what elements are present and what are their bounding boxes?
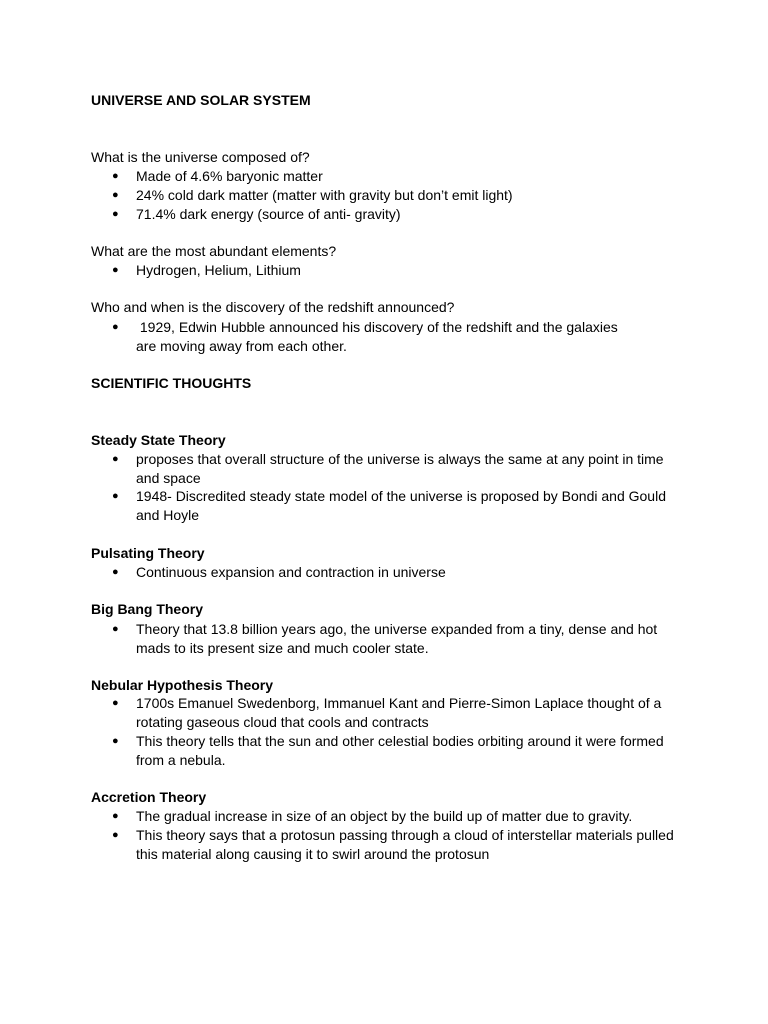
list-item: Hydrogen, Helium, Lithium [136,262,301,278]
list-item: This theory tells that the sun and other celestial bodies orbiting around it were formed from a nebula. [136,733,664,768]
bullet-icon: ● [112,735,119,747]
heading-accretion-theory: Accretion Theory [91,789,207,805]
list-item: proposes that overall structure of the universe is always the same at any point in time and space [136,451,664,486]
list-item: Theory that 13.8 billion years ago, the universe expanded from a tiny, dense and hot mads to its present size and much cooler state. [136,621,658,656]
question-abundant-elements: What are the most abundant elements? [91,243,337,259]
list-item: 1929, Edwin Hubble announced his discovery of the redshift and the galaxies are moving away from each other. [136,319,622,354]
list-item: 1700s Emanuel Swedenborg, Immanuel Kant and Pierre-Simon Laplace thought of a rotating gaseous cloud that cools and contracts [136,695,662,730]
bullet-icon: ● [112,453,119,465]
section-heading: SCIENTIFIC THOUGHTS [91,375,252,391]
bullet-icon: ● [112,623,119,635]
heading-big-bang-theory: Big Bang Theory [91,601,204,617]
list-item: The gradual increase in size of an object by the build up of matter due to gravity. [136,808,633,824]
bullet-icon: ● [112,829,119,841]
list-item: Continuous expansion and contraction in universe [136,564,446,580]
list-item: This theory says that a protosun passing through a cloud of interstellar materials pulled this material along causing it to swirl around the protosun [136,827,674,862]
bullet-icon: ● [112,490,119,502]
bullet-icon: ● [112,189,119,201]
list-item: Made of 4.6% baryonic matter [136,168,323,184]
bullet-icon: ● [112,810,119,822]
heading-nebular-hypothesis-theory: Nebular Hypothesis Theory [91,677,274,693]
heading-steady-state-theory: Steady State Theory [91,432,226,448]
bullet-icon: ● [112,697,119,709]
bullet-icon: ● [112,321,119,333]
bullet-icon: ● [112,170,119,182]
list-item: 1948- Discredited steady state model of the universe is proposed by Bondi and Gould and Hoyle [136,488,666,523]
document-title: UNIVERSE AND SOLAR SYSTEM [91,92,311,108]
bullet-icon: ● [112,264,119,276]
bullet-icon: ● [112,566,119,578]
question-universe-composition: What is the universe composed of? [91,149,310,165]
question-redshift: Who and when is the discovery of the redshift announced? [91,299,455,315]
list-item: 24% cold dark matter (matter with gravity but don’t emit light) [136,187,513,203]
list-item: 71.4% dark energy (source of anti- gravity) [136,206,401,222]
heading-pulsating-theory: Pulsating Theory [91,545,205,561]
bullet-icon: ● [112,208,119,220]
